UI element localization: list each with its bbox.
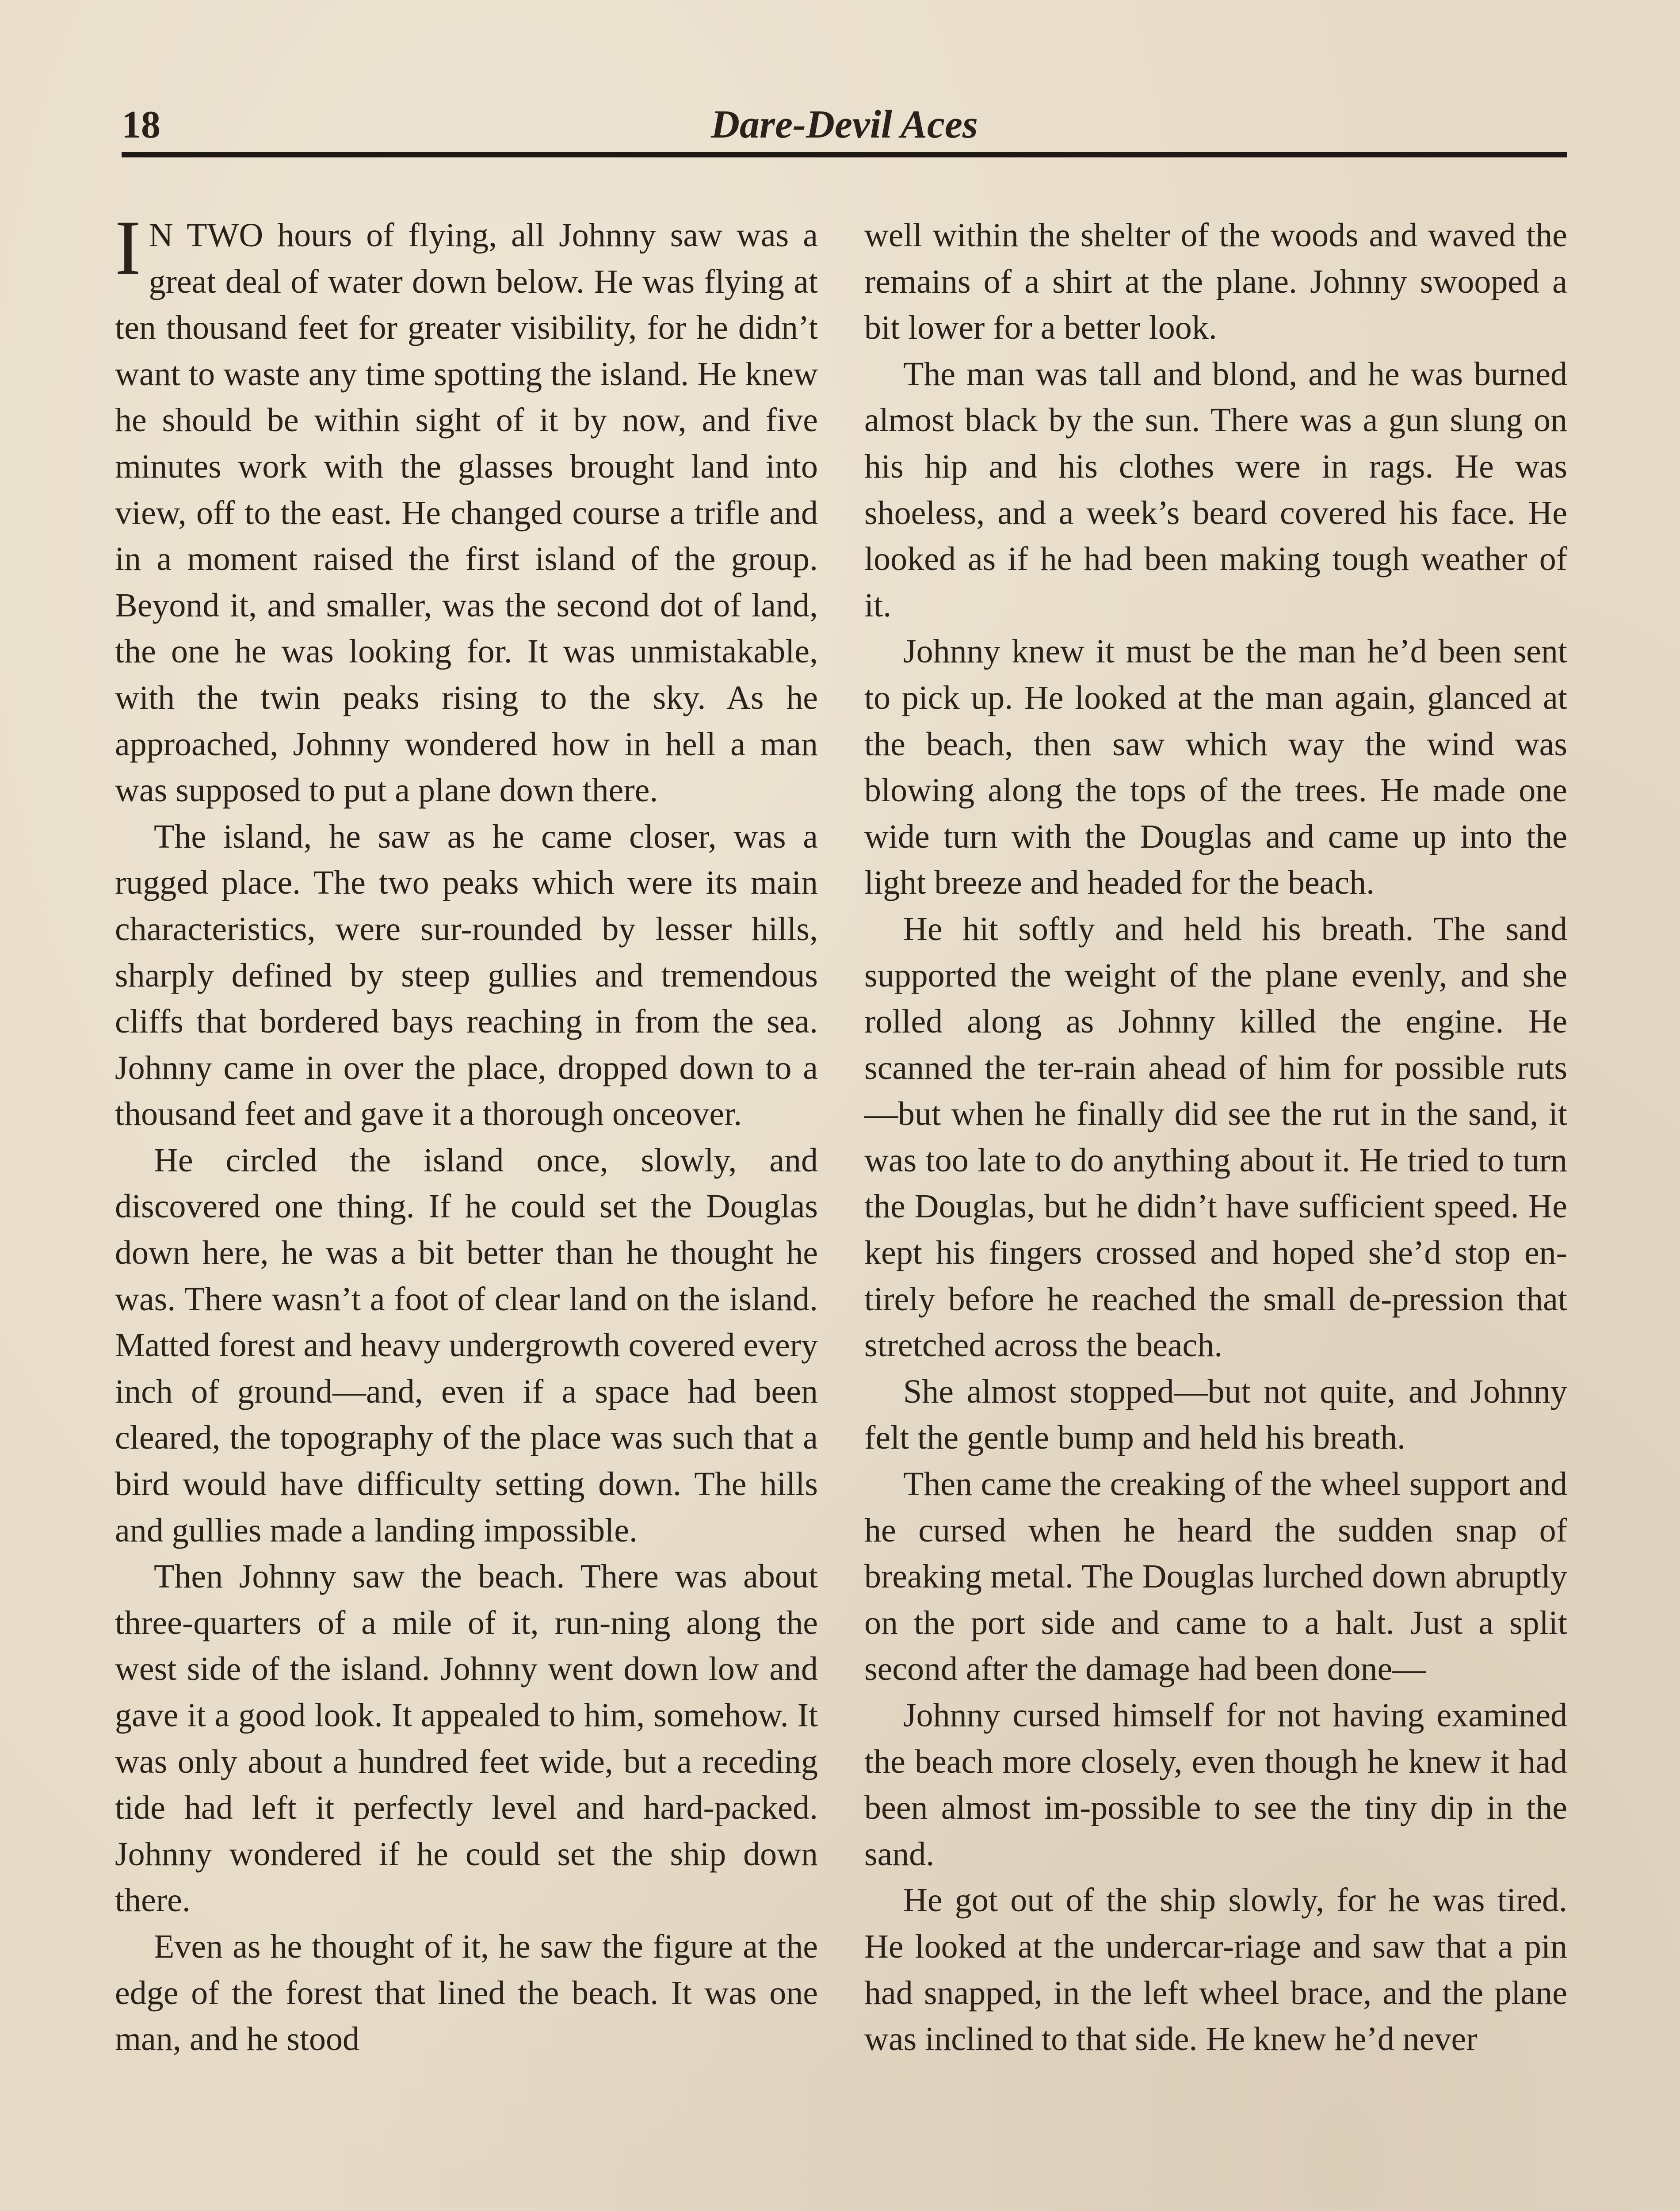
paragraph: Johnny knew it must be the man he’d been sent to pick up. He looked at the man again, glanced at the beach, then saw which way the wind was blowing along the tops of the trees. He made one wide turn with the Douglas and came up into the light breeze and headed for the beach. — [864, 633, 1567, 902]
running-title: Dare-Devil Aces — [711, 103, 978, 146]
drop-cap: I — [115, 205, 141, 291]
paragraph: The man was tall and blond, and he was burned almost black by the sun. There was a gun slung on his hip and his clothes were in rags. He was shoeless, and a week’s beard covered his face. He looked as if he had been making tough weather of it. — [864, 355, 1567, 624]
paragraph: Then Johnny saw the beach. There was about three-quarters of a mile of it, run-ning along the west side of the island. Johnny went down low and gave it a good look. It appealed to him, somehow. It was only about a hundred feet wide, but a receding tide had left it perfectly level and hard-packed. Johnny wondered if he could set the ship down there. — [115, 1558, 818, 1919]
paragraph: Even as he thought of it, he saw the figure at the edge of the forest that lined the beach. It was one man, and he stood — [115, 1928, 818, 2058]
paragraph: Then came the creaking of the wheel support and he cursed when he heard the sudden snap of breaking metal. The Douglas lurched down abruptly on the port side and came to a halt. Just a split second after the damage had been done— — [864, 1465, 1567, 1688]
paragraph: She almost stopped—but not quite, and Johnny felt the gentle bump and held his breath. — [864, 1373, 1567, 1457]
left-column — [115, 205, 818, 2211]
paragraph-text: N TWO hours of flying, all Johnny saw was a great deal of water down below. He was flying at ten thousand feet for greater visibility, for he didn’t want to waste any time spotting the island. He knew he should be within sight of it by now, and five minutes work with the glasses brought land into view, off to the east. He changed course a trifle and in a moment raised the first island of the group. Beyond it, and smaller, was the second dot of land, the one he was looking for. It was unmistakable, with the twin peaks rising to the sky. As he approached, Johnny wondered how in hell a man was supposed to put a plane down there. — [115, 217, 818, 809]
header-rule — [122, 152, 1567, 157]
paragraph: He circled the island once, slowly, and discovered one thing. If he could set the Douglas down here, he was a bit better than he thought he was. There wasn’t a foot of clear land on the island. Matted forest and heavy undergrowth covered every inch of ground—and, even if a space had been cleared, the topography of the place was such that a bird would have difficulty setting down. The hills and gullies made a landing impossible. — [115, 1141, 818, 1549]
paragraph: He hit softly and held his breath. The sand supported the weight of the plane evenly, and she rolled along as Johnny killed the engine. He scanned the ter-rain ahead of him for possible ruts—but when he finally did see the rut in the sand, it was too late to do anything about it. He tried to turn the Douglas, but he didn’t have sufficient speed. He kept his fingers crossed and hoped she’d stop en-tirely before he reached the small de-pression that stretched across the beach. — [864, 910, 1567, 1364]
paragraph-continued: well within the shelter of the woods and waved the remains of a shirt at the plane. Johnny swooped a bit lower for a better look. — [864, 217, 1567, 347]
paragraph: He got out of the ship slowly, for he was tired. He looked at the undercar-riage and saw that a pin had snapped, in the left wheel brace, and the plane was inclined to that side. He knew he’d never — [864, 1882, 1567, 2058]
paragraph: The island, he saw as he came closer, was a rugged place. The two peaks which were its main characteristics, were sur-rounded by lesser hills, sharply defined by steep gullies and tremendous cliffs that bordered bays reaching in from the sea. Johnny came in over the place, dropped down to a thousand feet and gave it a thorough onceover. — [115, 818, 818, 1133]
page-number: 18 — [122, 103, 160, 146]
page-header — [122, 104, 1567, 153]
right-column — [864, 212, 1567, 2211]
paragraph — [115, 205, 818, 814]
paragraph: Johnny cursed himself for not having examined the beach more closely, even though he knew it had been almost im-possible to see the tiny dip in the sand. — [864, 1697, 1567, 1873]
